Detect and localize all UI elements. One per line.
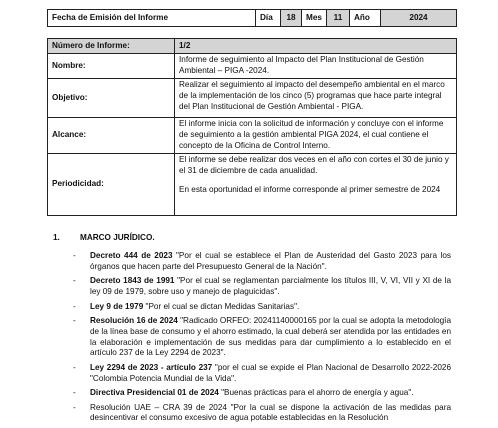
- day-value: 18: [281, 10, 302, 27]
- scope-value: El informe inicia con la solicitud de información y concluye con el informe de seguimiento a la gestión ambiental PIGA 2024, el cual contiene el concepto de la Oficina de Control Interno.: [175, 118, 457, 154]
- legal-item: - Resolución UAE – CRA 39 de 2024 "Por la cual se dispone la activación de las medidas para desincentivar el consumo excesivo de agua potable establecidas en la Resolución: [73, 402, 451, 423]
- legal-item: - Decreto 1843 de 1991 "Por el cual se reglamentan parcialmente los títulos III, V, VI, VII y XI de la ley 09 de 1979, sobre uso y manejo de plaguicidas".: [73, 276, 451, 297]
- name-label: Nombre:: [48, 54, 175, 79]
- periodicity-label: Periodicidad:: [48, 154, 175, 216]
- year-value: 2024: [381, 10, 457, 27]
- section-number: 1.: [53, 233, 60, 242]
- scope-label: Alcance:: [48, 118, 175, 154]
- month-label: Mes: [302, 10, 327, 27]
- name-value: Informe de seguimiento al Impacto del Plan Institucional de Gestión Ambiental – PIGA -2024.: [175, 54, 457, 79]
- issue-date-label: Fecha de Emisión del Informe: [48, 10, 256, 27]
- month-value: 11: [327, 10, 350, 27]
- report-number-value: 1/2: [175, 39, 457, 54]
- issue-date-table: [47, 9, 457, 27]
- section-heading: [53, 233, 155, 244]
- legal-item: - Directiva Presidencial 01 de 2024 "Buenas prácticas para el ahorro de energía y agua".: [73, 388, 414, 398]
- legal-item: - Ley 9 de 1979 "Por el cual se dictan Medidas Sanitarias".: [73, 301, 300, 311]
- report-info-table: [47, 38, 457, 216]
- day-label: Día: [256, 10, 281, 27]
- periodicity-text-1: El informe se debe realizar dos veces en el año con cortes el 30 de junio y el 31 de diciembre de cada anualidad.: [179, 155, 449, 175]
- legal-item: - Decreto 444 de 2023 "Por el cual se establece el Plan de Austeridad del Gasto 2023 para los órganos que hacen parte del Presupuesto General de la Nación".: [73, 251, 451, 271]
- objective-value: Realizar el seguimiento al impacto del desempeño ambiental en el marco de la implementación de los cinco (5) programas que hace parte integral del Plan Institucional de Gestión Ambiental - PIGA.: [175, 79, 457, 118]
- year-label: Año: [350, 10, 381, 27]
- report-number-label: Número de Informe:: [48, 39, 175, 54]
- periodicity-text-2: En esta oportunidad el informe corresponde al primer semestre de 2024: [179, 184, 441, 194]
- legal-item: - Ley 2294 de 2023 - artículo 237 "por el cual se expide el Plan Nacional de Desarrollo 2022-2026 "Colombia Potencia Mundial de la Vida".: [73, 362, 451, 383]
- section-title: MARCO JURÍDICO.: [80, 233, 155, 242]
- objective-label: Objetivo:: [48, 79, 175, 118]
- legal-item: - Resolución 16 de 2024 "Radicado ORFEO: 20241140000165 por la cual se adopta la metodología de la línea base de consumo y el ahorro estimado, la cual deberá ser atendida por las entidades en la elaboración e implementación de sus medidas para dar cumplimiento a lo establecido en el artículo 237 de la Ley 2294 de 2023".: [73, 315, 452, 358]
- periodicity-value: [175, 154, 457, 216]
- legal-framework-list: [73, 251, 451, 428]
